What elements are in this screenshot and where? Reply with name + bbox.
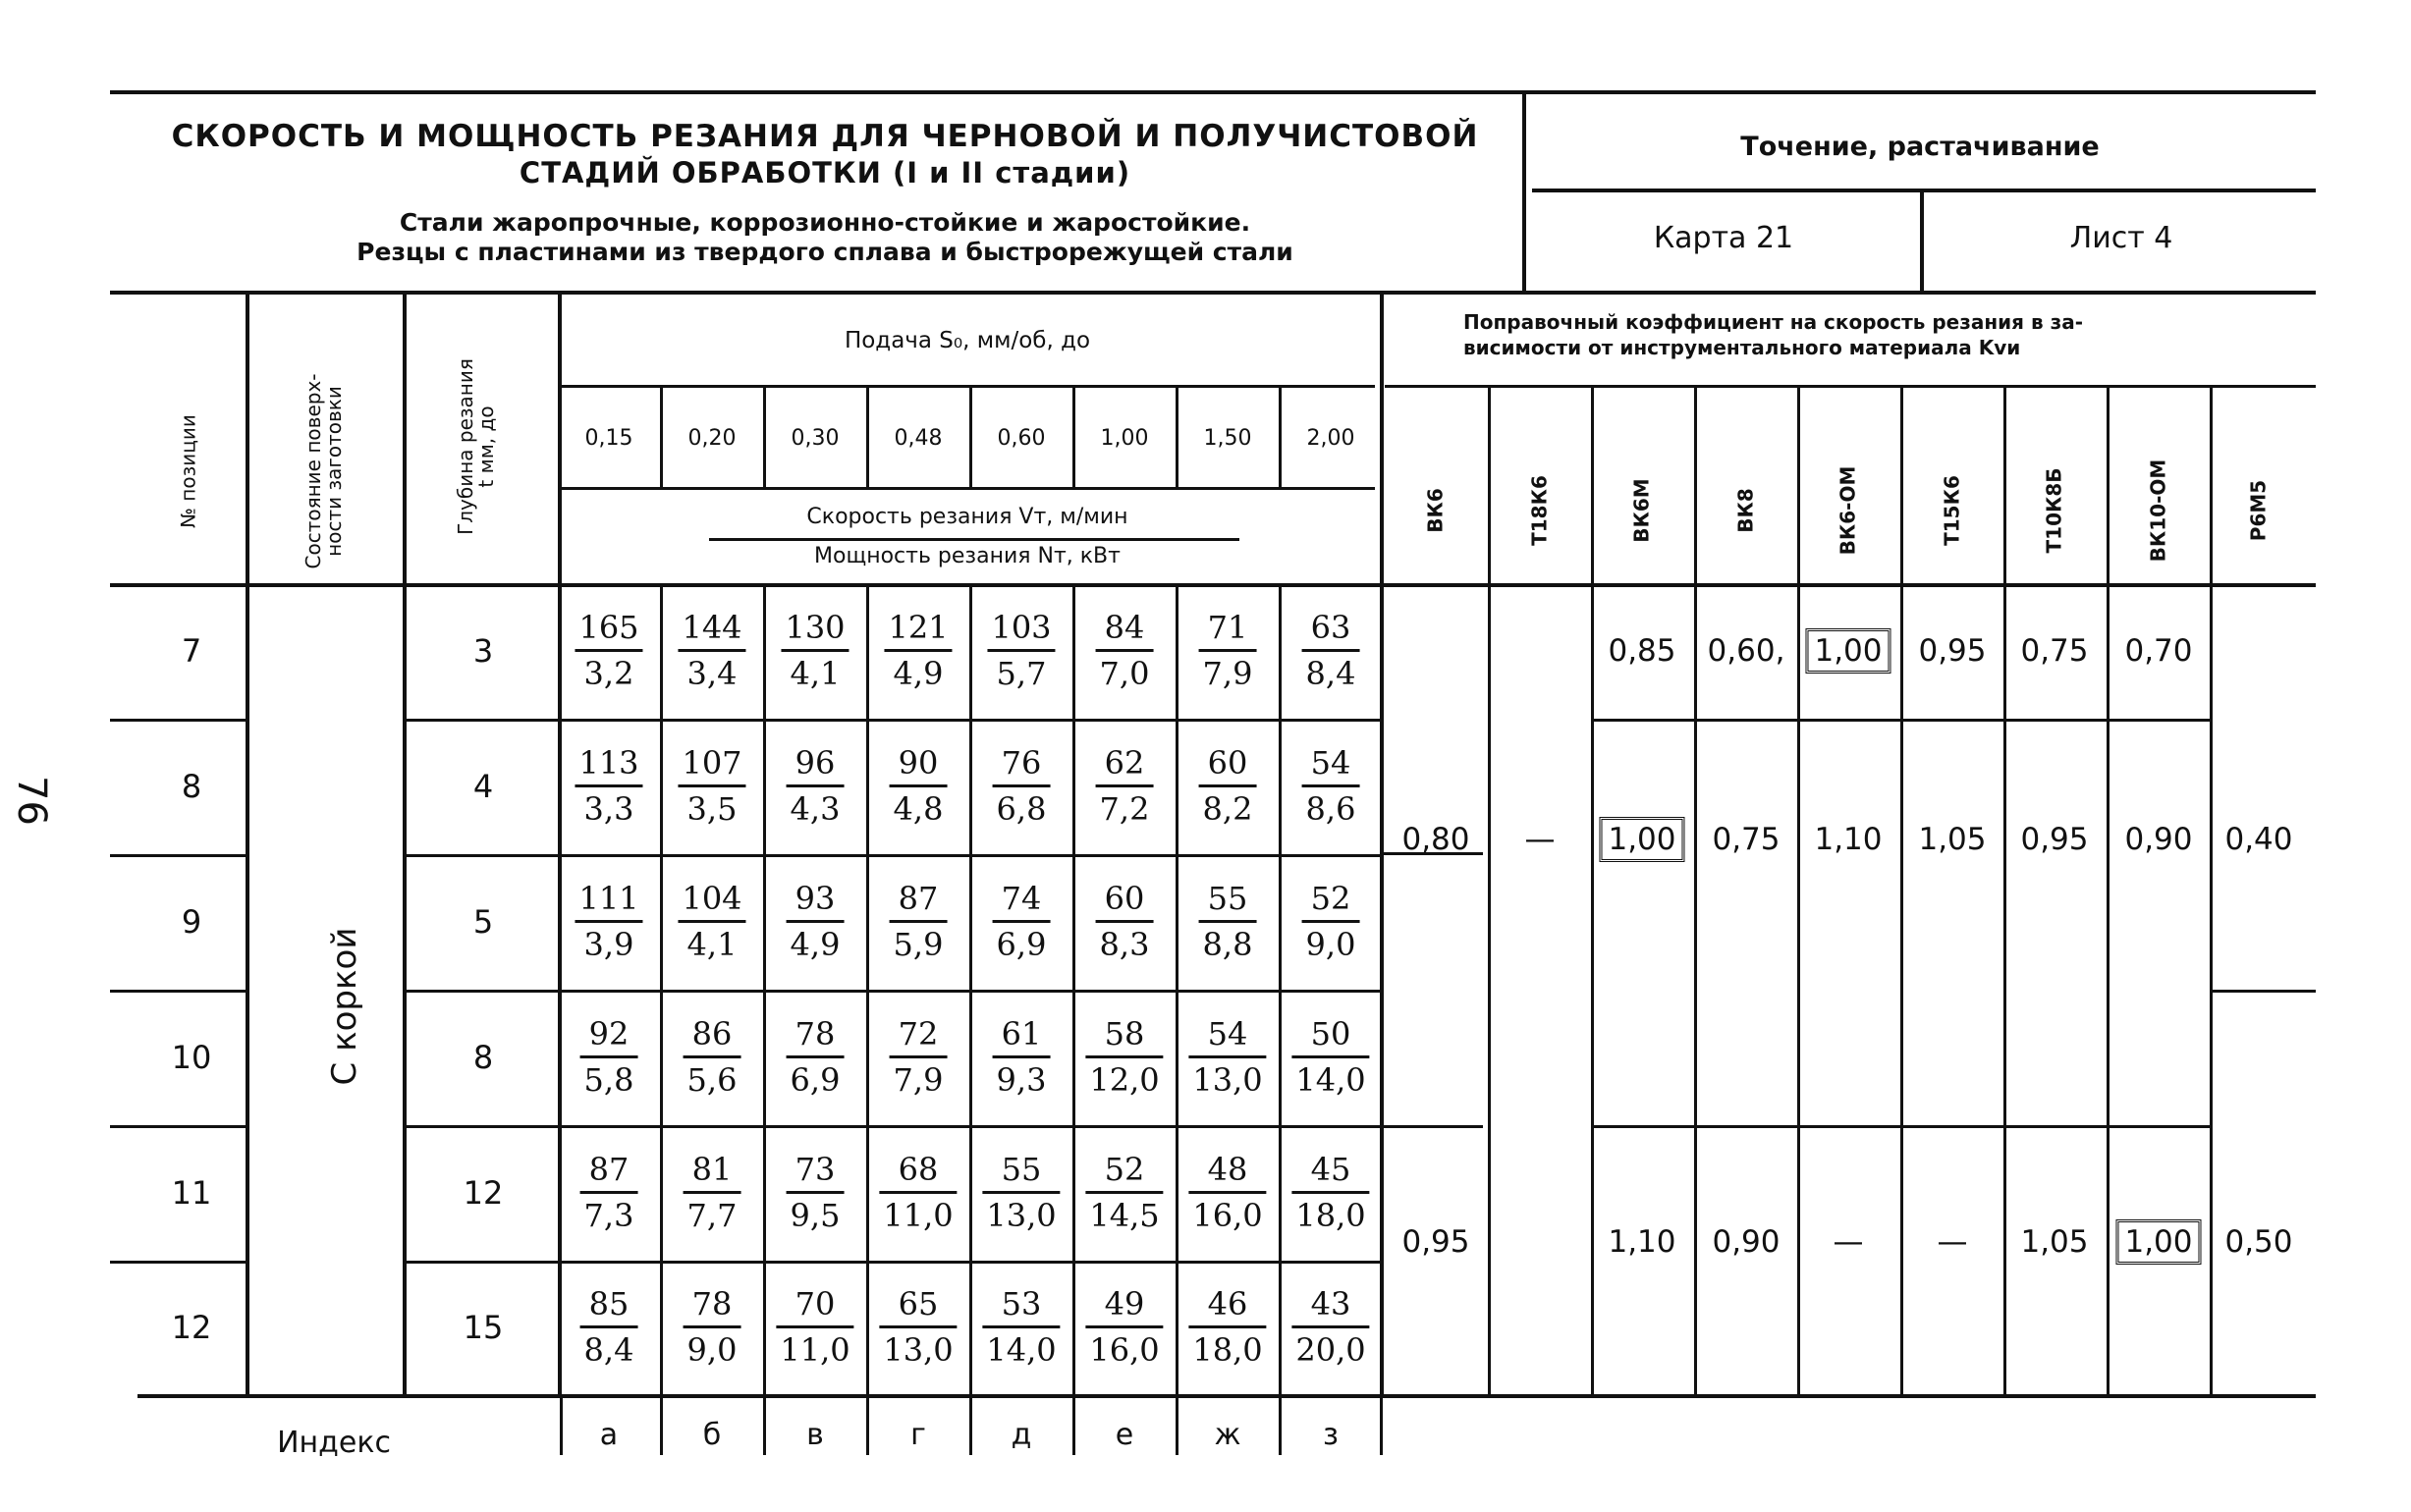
surface-header-line-1: Состояние поверх- [301,373,325,569]
feed-body-divider-4 [1072,583,1075,1394]
power-value: 7,3 [583,1197,634,1234]
index-letter-7: з [1323,1418,1339,1452]
speed-power-cell [1188,1285,1266,1369]
power-value: 9,5 [790,1197,841,1234]
main-divider-3 [1380,291,1384,1394]
material-divider-0 [1488,385,1491,1394]
speed-power-cell [982,1285,1060,1369]
speed-value: 90 [890,747,948,787]
speed-value: 111 [575,883,642,923]
power-value: 7,9 [1202,655,1253,692]
speed-power-cell [1188,1151,1266,1234]
material-0: ВК6 [1423,488,1448,533]
speed-value: 61 [993,1018,1051,1058]
material-1: Т18К6 [1527,475,1552,546]
speed-power-cell [879,1151,957,1234]
coef-row7-4: 0,75 [2020,633,2089,669]
coef-title-line-1: Поправочный коэффициент на скорость резания в за- [1463,310,2083,334]
feed-header-divider-6 [1279,385,1282,487]
power-value: 6,9 [996,926,1047,963]
feed-header-divider-5 [1176,385,1178,487]
speed-power-cell [684,1151,741,1234]
power-value: 8,4 [1305,655,1356,692]
speed-value: 45 [1291,1154,1369,1194]
speed-power-cell [890,880,948,963]
index-letter-1: б [702,1418,722,1452]
power-value: 18,0 [1192,1331,1263,1369]
feed-value-6: 1,50 [1203,426,1252,451]
speed-power-rule [709,538,1239,541]
feed-values-rule [560,487,1375,490]
depth-row-rule-0 [403,719,1380,722]
coef-group2-2: 0,90 [1712,1224,1781,1260]
speed-value: 74 [993,883,1051,923]
feed-value-1: 0,20 [687,426,737,451]
position-4: 11 [171,1174,212,1212]
speed-value: 93 [787,883,845,923]
depth-3: 8 [472,1039,494,1076]
speed-power-cell [1085,1015,1163,1099]
depth-row-rule-4 [403,1261,1380,1264]
coef-group1-0: 0,80 [1401,822,1470,857]
power-value: 4,1 [790,655,841,692]
speed-value: 78 [684,1288,741,1328]
feed-header-divider-3 [969,385,972,487]
speed-value: 76 [993,747,1051,787]
coef-group2-0: 0,95 [1401,1224,1470,1260]
main-divider-2 [558,291,562,1394]
speed-value: 54 [1302,747,1360,787]
speed-value: 130 [781,612,849,652]
feed-value-0: 0,15 [584,426,633,451]
speed-value: 96 [787,747,845,787]
speed-power-cell [787,1151,845,1234]
speed-power-cell [1291,1151,1369,1234]
material-divider-2 [1694,385,1697,1394]
coef-group1-2-box: 1,00 [1599,817,1684,862]
position-1: 8 [181,768,202,805]
coef-group2-6-box: 1,00 [2115,1219,2201,1265]
feed-body-divider-1 [763,583,766,1394]
coef-row7-0: 0,85 [1608,633,1676,669]
feed-title-rule [560,385,1375,388]
speed-power-cell [993,1015,1051,1099]
depth-2: 5 [472,903,494,941]
power-label: Мощность резания Nт, кВт [814,544,1121,568]
feed-title: Подача S₀, мм/об, до [844,328,1091,353]
feed-value-7: 2,00 [1306,426,1355,451]
speed-value: 113 [575,747,642,787]
speed-power-cell [1188,1015,1266,1099]
power-value: 8,6 [1305,790,1356,828]
speed-value: 55 [1199,883,1257,923]
material-divider-6 [2107,385,2110,1394]
speed-label: Скорость резания Vт, м/мин [806,505,1128,529]
material-4: ВК6-ОМ [1836,465,1860,556]
power-value: 14,5 [1089,1197,1160,1234]
speed-value: 78 [787,1018,845,1058]
index-letter-4: д [1011,1418,1032,1452]
speed-power-cell [879,1285,957,1369]
coef-group2-6 [2115,1224,2201,1260]
speed-power-cell [1096,744,1154,828]
feed-value-4: 0,60 [997,426,1046,451]
speed-value: 58 [1085,1018,1163,1058]
speed-power-cell [580,1285,638,1369]
power-value: 6,9 [790,1061,841,1099]
speed-power-cell [575,880,642,963]
power-value: 16,0 [1089,1331,1160,1369]
feed-header-divider-1 [763,385,766,487]
feed-value-3: 0,48 [894,426,943,451]
depth-5: 15 [463,1309,504,1346]
feed-header-divider-0 [660,385,663,487]
index-divider-7 [1279,1394,1282,1455]
material-5: Т15К6 [1940,475,1964,546]
speed-value: 62 [1096,747,1154,787]
position-column-header: № позиции [176,414,200,528]
speed-power-cell [678,880,745,963]
feed-header-divider-2 [866,385,869,487]
speed-value: 68 [879,1154,957,1194]
index-divider-1 [660,1394,663,1455]
speed-value: 72 [890,1018,948,1058]
speed-value: 65 [879,1288,957,1328]
power-value: 8,8 [1202,926,1253,963]
speed-value: 86 [684,1018,741,1058]
coef-rule-row7-mid [1591,719,2210,722]
depth-row-rule-1 [403,854,1380,857]
depth-row-rule-3 [403,1125,1380,1128]
speed-value: 104 [678,883,745,923]
speed-power-cell [575,609,642,692]
index-divider-8 [1380,1394,1383,1455]
speed-power-cell [1302,744,1360,828]
feed-body-divider-3 [969,583,972,1394]
material-6: Т10К8Б [2042,467,2066,554]
material-divider-1 [1591,385,1594,1394]
position-2: 9 [181,903,202,941]
speed-value: 84 [1096,612,1154,652]
power-value: 12,0 [1089,1061,1160,1099]
speed-power-cell [1199,880,1257,963]
card-number: Карта 21 [1653,221,1794,255]
power-value: 8,3 [1099,926,1150,963]
power-value: 3,5 [686,790,738,828]
position-5: 12 [171,1309,212,1346]
power-value: 7,0 [1099,655,1150,692]
speed-value: 54 [1188,1018,1266,1058]
index-divider-2 [763,1394,766,1455]
feed-body-divider-2 [866,583,869,1394]
table-bottom-rule [137,1394,2316,1398]
speed-value: 107 [678,747,745,787]
speed-power-cell [580,1151,638,1234]
depth-4: 12 [463,1174,504,1212]
coef-group1-4: 1,10 [1814,822,1883,857]
coef-rule-group2-left [1380,1125,1483,1128]
speed-value: 71 [1199,612,1257,652]
pos-row-rule-2 [110,990,247,993]
power-value: 3,2 [583,655,634,692]
index-divider-5 [1072,1394,1075,1455]
power-value: 11,0 [883,1197,954,1234]
power-value: 7,7 [686,1197,738,1234]
speed-power-cell [1085,1151,1163,1234]
coef-row7-3: 0,95 [1918,633,1987,669]
header-bottom-rule [110,291,2316,295]
coef-title-rule [1385,385,2316,388]
power-value: 13,0 [1192,1061,1263,1099]
coef-group1-2 [1599,822,1684,857]
power-value: 4,1 [686,926,738,963]
coef-row7-2-box: 1,00 [1805,628,1890,674]
speed-value: 73 [787,1154,845,1194]
subtitle-line-1: Стали жаропрочные, коррозионно-стойкие и жаростойкие. [399,208,1251,237]
speed-value: 144 [678,612,745,652]
speed-power-cell [884,609,952,692]
speed-power-cell [982,1151,1060,1234]
coef-row7-1: 0,60, [1707,633,1785,669]
speed-value: 87 [890,883,948,923]
coef-group2-7: 0,50 [2224,1224,2293,1260]
coef-group1-1: — [1524,822,1556,857]
speed-power-cell [787,880,845,963]
speed-power-cell [1302,609,1360,692]
power-value: 4,9 [893,655,944,692]
coef-group1-3: 0,75 [1712,822,1781,857]
pos-row-rule-4 [110,1261,247,1264]
speed-power-cell [678,744,745,828]
surface-column-header [303,373,345,568]
material-7: ВК10-ОМ [2146,459,2170,563]
power-value: 4,8 [893,790,944,828]
index-letter-5: е [1115,1418,1134,1452]
speed-power-cell [1302,880,1360,963]
speed-value: 52 [1302,883,1360,923]
speed-value: 50 [1291,1018,1369,1058]
surface-header-line-2: ности заготовки [322,386,346,557]
material-2: ВК6М [1629,478,1654,543]
coef-group1-5: 1,05 [1918,822,1987,857]
power-value: 8,2 [1202,790,1253,828]
index-letter-2: в [806,1418,824,1452]
pos-row-rule-1 [110,854,247,857]
speed-power-cell [1096,880,1154,963]
power-value: 5,6 [686,1061,738,1099]
material-8: Р6М5 [2246,479,2271,542]
depth-header-line-1: Глубина резания [454,358,477,535]
depth-header-line-2: t мм, до [474,405,498,488]
speed-value: 87 [580,1154,638,1194]
speed-value: 48 [1188,1154,1266,1194]
top-rule [110,90,2316,94]
depth-0: 3 [472,632,494,670]
power-value: 4,3 [790,790,841,828]
index-divider-4 [969,1394,972,1455]
index-divider-0 [560,1394,563,1455]
speed-value: 121 [884,612,952,652]
speed-power-cell [776,1285,853,1369]
feed-value-5: 1,00 [1100,426,1149,451]
power-value: 3,9 [583,926,634,963]
coef-group1-8: 0,40 [2224,822,2293,857]
speed-value: 49 [1085,1288,1163,1328]
operation-rule [1532,189,2316,192]
power-value: 9,0 [686,1331,738,1369]
material-divider-3 [1797,385,1800,1394]
feed-body-divider-6 [1279,583,1282,1394]
power-value: 14,0 [1295,1061,1366,1099]
power-value: 16,0 [1192,1197,1263,1234]
coef-group1-6: 0,95 [2020,822,2089,857]
depth-1: 4 [472,768,494,805]
main-divider-0 [246,291,249,1394]
power-value: 6,8 [996,790,1047,828]
speed-value: 63 [1302,612,1360,652]
power-value: 4,9 [790,926,841,963]
coef-group2-1: 1,10 [1608,1224,1676,1260]
depth-row-rule-2 [403,990,1380,993]
power-value: 9,0 [1305,926,1356,963]
material-divider-5 [2003,385,2006,1394]
column-header-bottom-rule [110,583,2316,587]
speed-value: 92 [580,1018,638,1058]
speed-power-cell [993,744,1051,828]
index-label: Индекс [277,1426,391,1460]
speed-power-cell [987,609,1055,692]
power-value: 3,4 [686,655,738,692]
speed-power-cell [1096,609,1154,692]
index-divider-6 [1176,1394,1178,1455]
title-line-2: СТАДИЙ ОБРАБОТКИ (I и II стадии) [519,156,1131,189]
speed-power-cell [575,744,642,828]
feed-body-divider-5 [1176,583,1178,1394]
position-0: 7 [181,632,202,670]
power-value: 18,0 [1295,1197,1366,1234]
speed-power-cell [1199,609,1257,692]
depth-column-header [456,358,497,535]
operation-title: Точение, растачивание [1740,132,2100,162]
speed-value: 103 [987,612,1055,652]
speed-power-cell [1291,1285,1369,1369]
power-value: 14,0 [986,1331,1057,1369]
speed-power-cell [890,744,948,828]
position-3: 10 [171,1039,212,1076]
power-value: 7,2 [1099,790,1150,828]
speed-power-cell [890,1015,948,1099]
speed-value: 53 [982,1288,1060,1328]
speed-power-cell [781,609,849,692]
pos-row-rule-0 [110,719,247,722]
index-letter-3: г [910,1418,926,1452]
power-value: 8,4 [583,1331,634,1369]
coef-row7-5: 0,70 [2124,633,2193,669]
speed-value: 55 [982,1154,1060,1194]
coef-group1-7: 0,90 [2124,822,2193,857]
speed-value: 60 [1096,883,1154,923]
card-sheet-divider [1920,189,1924,291]
coef-title-line-2: висимости от инструментального материала Kvи [1463,336,2021,359]
speed-value: 46 [1188,1288,1266,1328]
feed-header-divider-4 [1072,385,1075,487]
power-value: 20,0 [1295,1331,1366,1369]
speed-power-cell [1291,1015,1369,1099]
coef-group2-4: — [1937,1224,1968,1260]
index-divider-3 [866,1394,869,1455]
main-divider-1 [403,291,407,1394]
speed-power-cell [678,609,745,692]
material-divider-4 [1900,385,1903,1394]
speed-power-cell [787,1015,845,1099]
speed-power-cell [993,880,1051,963]
header-divider [1522,90,1526,291]
coef-rule-group2-mid [1591,1125,2210,1128]
surface-state-value: С коркой [325,927,365,1086]
power-value: 5,8 [583,1061,634,1099]
coef-rule-group1-right [2210,990,2316,993]
power-value: 3,3 [583,790,634,828]
material-divider-7 [2210,385,2213,1394]
speed-power-cell [1199,744,1257,828]
coef-row7-2 [1805,633,1890,669]
feed-value-2: 0,30 [791,426,840,451]
speed-power-cell [684,1285,741,1369]
power-value: 13,0 [883,1331,954,1369]
title-line-1: СКОРОСТЬ И МОЩНОСТЬ РЕЗАНИЯ ДЛЯ ЧЕРНОВОЙ И ПОЛУЧИСТОВОЙ [171,119,1479,154]
speed-value: 60 [1199,747,1257,787]
speed-value: 81 [684,1154,741,1194]
power-value: 11,0 [780,1331,850,1369]
material-3: ВК8 [1733,488,1758,533]
feed-body-divider-0 [660,583,663,1394]
power-value: 5,9 [893,926,944,963]
coef-group2-3: — [1833,1224,1864,1260]
pos-row-rule-3 [110,1125,247,1128]
speed-value: 85 [580,1288,638,1328]
speed-value: 43 [1291,1288,1369,1328]
speed-value: 70 [776,1288,853,1328]
speed-value: 52 [1085,1154,1163,1194]
sheet-number: Лист 4 [2069,221,2173,255]
power-value: 9,3 [996,1061,1047,1099]
coef-group2-5: 1,05 [2020,1224,2089,1260]
speed-power-cell [1085,1285,1163,1369]
index-letter-6: ж [1214,1418,1241,1452]
subtitle-line-2: Резцы с пластинами из твердого сплава и быстрорежущей стали [356,238,1293,266]
power-value: 13,0 [986,1197,1057,1234]
power-value: 5,7 [996,655,1047,692]
speed-value: 165 [575,612,642,652]
speed-power-cell [787,744,845,828]
power-value: 7,9 [893,1061,944,1099]
speed-power-cell [580,1015,638,1099]
page-number: 76 [9,776,54,826]
index-letter-0: а [599,1418,619,1452]
speed-power-cell [684,1015,741,1099]
